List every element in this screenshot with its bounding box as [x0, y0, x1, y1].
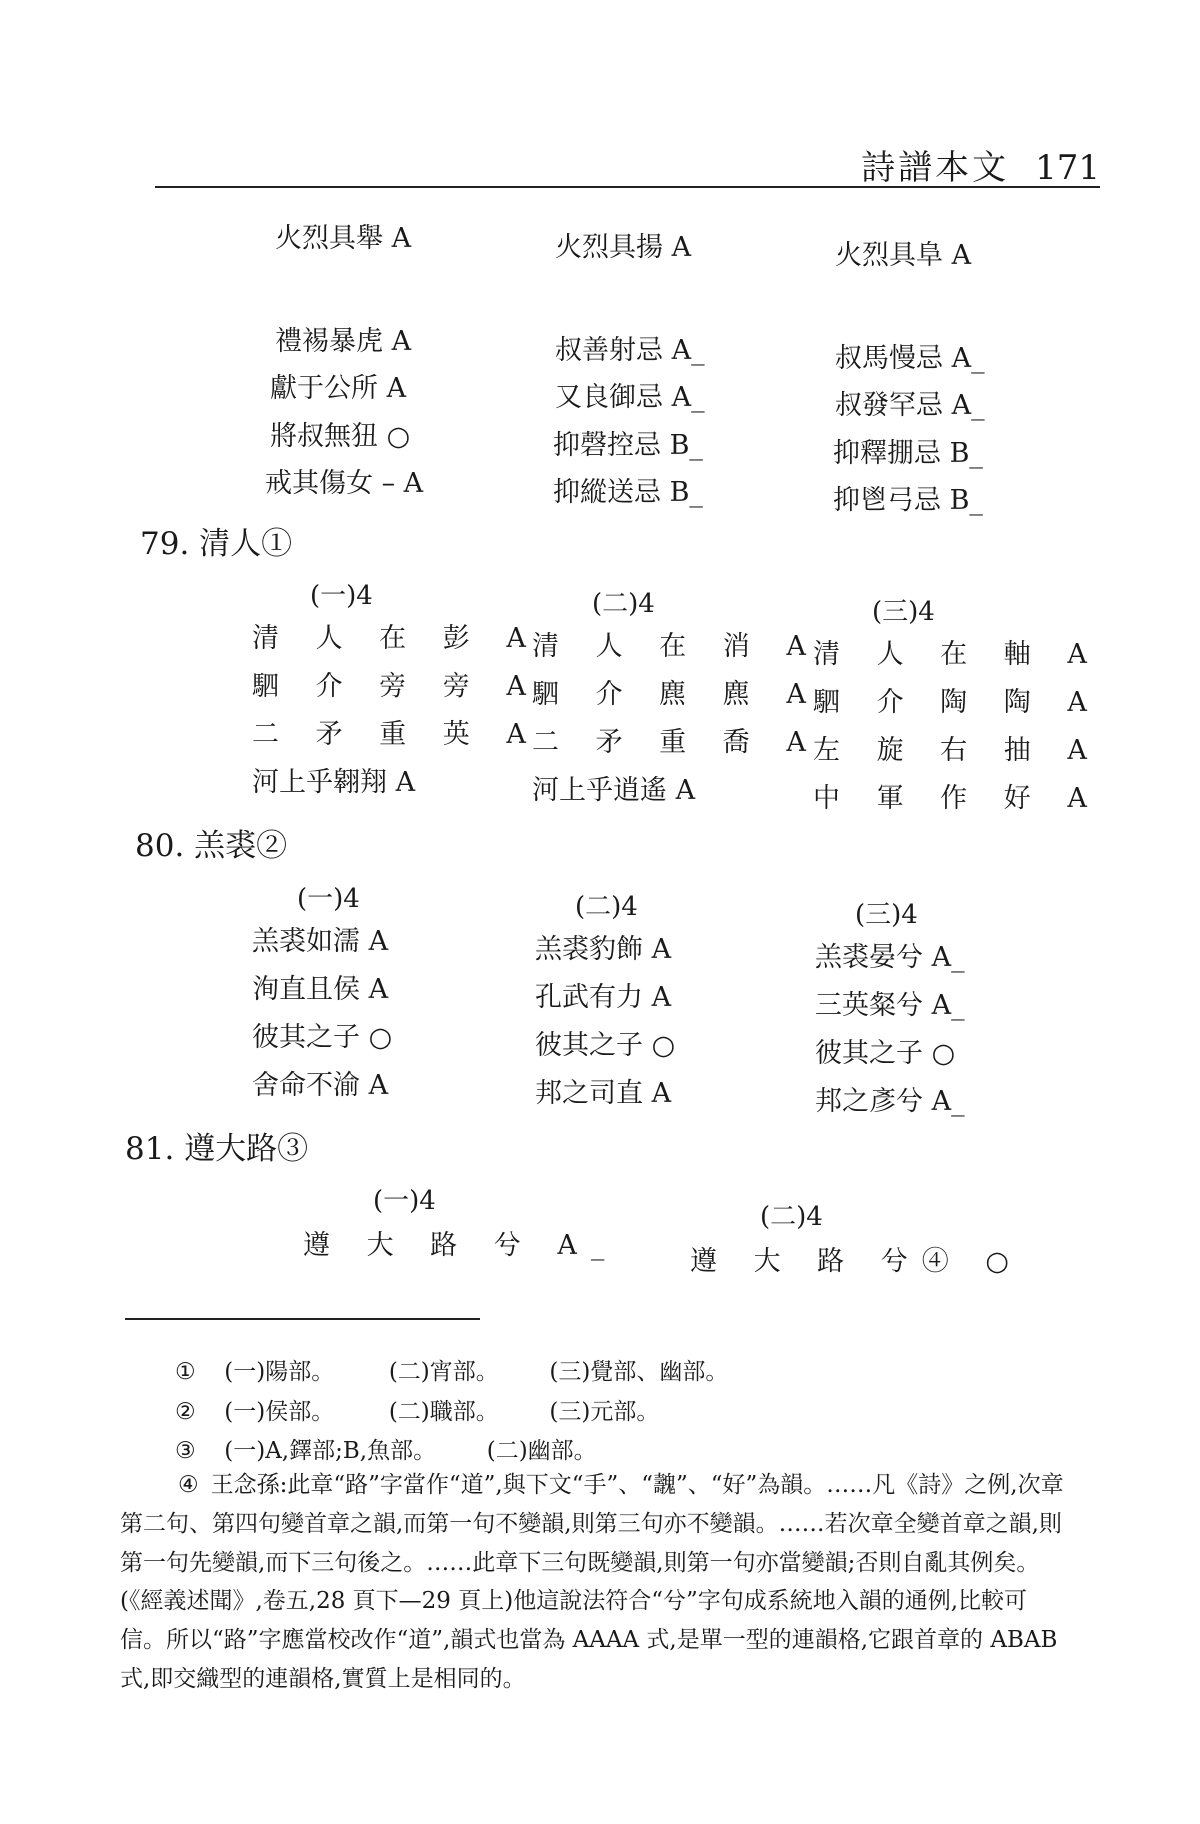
- footnote-3-a: (一)A,鐸部;B,魚部。: [224, 1438, 437, 1464]
- footnote-3-b: (二)幽部。: [486, 1438, 597, 1464]
- poem-79-s2-label: (二)4: [592, 589, 655, 619]
- top-c1-l2: 禮裼暴虎 A: [275, 326, 412, 357]
- top-c3-l1: 火烈具阜 A: [835, 240, 972, 271]
- footnote-3-num: ③: [175, 1438, 196, 1464]
- poem-80-s1-l2: 洵直且侯 A: [252, 974, 389, 1005]
- top-c2-l2: 叔善射忌 A_: [555, 335, 705, 366]
- poem-80-s1-l1: 羔裘如濡 A: [252, 926, 389, 957]
- poem-80-s2-l2: 孔武有力 A: [535, 982, 672, 1013]
- poem-79-s2-l3: 二 矛 重 喬 A: [532, 727, 820, 758]
- running-header: [861, 140, 1100, 189]
- poem-81-s2-l1: 遵 大 路 兮④ ○: [690, 1246, 1023, 1277]
- poem-79-s2-l1: 清 人 在 消 A: [532, 631, 820, 662]
- page-number: 171: [1035, 148, 1100, 188]
- footnote-1-b: (二)宵部。: [388, 1359, 499, 1385]
- footnote-4: [120, 1466, 1070, 1699]
- footnote-4-num: ④: [178, 1472, 199, 1498]
- top-c3-l5: 抑鬯弓忌 B_: [833, 485, 983, 516]
- poem-80-s2-l4: 邦之司直 A: [535, 1078, 672, 1109]
- poem-79-s3-l1: 清 人 在 軸 A: [813, 639, 1101, 670]
- footnote-1: [175, 1353, 728, 1386]
- top-c1-l5: 戒其傷女 – A: [265, 468, 424, 499]
- top-c3-l2: 叔馬慢忌 A_: [835, 343, 985, 374]
- top-c2-l3: 又良御忌 A_: [555, 382, 705, 413]
- footnote-1-c: (三)覺部、幽部。: [549, 1359, 729, 1385]
- footnote-3: [175, 1432, 597, 1465]
- poem-80-s2-l1: 羔裘豹飾 A: [535, 934, 672, 965]
- poem-79-s1-l4: 河上乎翱翔 A: [252, 767, 416, 798]
- poem-80-s3-l3: 彼其之子 ○: [815, 1038, 956, 1069]
- top-c1-l4: 將叔無狃 ○: [270, 421, 411, 452]
- footnote-rule: [125, 1318, 480, 1320]
- footnote-1-a: (一)陽部。: [224, 1359, 335, 1385]
- top-c3-l3: 叔發罕忌 A_: [835, 390, 985, 421]
- footnote-4-text: 王念孫:此章“路”字當作“道”,與下文“手”、“魗”、“好”為韻。……凡《詩》之例,次章第二句、第四句變首章之韻,而第一句不變韻,則第三句亦不變韻。……若次章全變首章之韻,則第一句先變韻,而下三句後之。……此章下三句既變韻,則第一句亦當變韻;否則自亂其例矣。(《經義述聞》,卷五,28 頁下—29 頁上)他這說法符合“兮”字句成系統地入韻的通例,比較可信。所以“路”字應當校改作“道”,韻式也當為 AAAA 式,是單一型的連韻格,它跟首章的 ABAB 式,即交織型的連韻格,實質上是相同的。: [120, 1472, 1064, 1692]
- poem-80-s1-l4: 舍命不渝 A: [252, 1070, 389, 1101]
- poem-80-s3-label: (三)4: [855, 900, 918, 930]
- poem-79-s3-l2: 駟 介 陶 陶 A: [813, 687, 1101, 718]
- footnote-2-c: (三)元部。: [549, 1399, 660, 1425]
- top-c2-l5: 抑縱送忌 B_: [553, 477, 703, 508]
- footnote-1-num: ①: [175, 1359, 196, 1385]
- poem-80-s2-label: (二)4: [575, 892, 638, 922]
- poem-79-s1-label: (一)4: [310, 581, 373, 611]
- running-title: 詩譜本文: [861, 148, 1010, 188]
- poem-80-s1-l3: 彼其之子 ○: [252, 1022, 393, 1053]
- footnote-2-a: (一)侯部。: [224, 1399, 335, 1425]
- top-c2-l4: 抑磬控忌 B_: [553, 430, 703, 461]
- footnote-2-num: ②: [175, 1399, 196, 1425]
- poem-79-s1-l1: 清 人 在 彭 A: [252, 623, 540, 654]
- poem-80-s2-l3: 彼其之子 ○: [535, 1030, 676, 1061]
- poem-81-title: 81. 遵大路③: [125, 1131, 309, 1167]
- poem-79-title: 79. 清人①: [140, 526, 293, 562]
- header-rule: [155, 186, 1100, 188]
- poem-79-s2-l2: 駟 介 麃 麃 A: [532, 679, 820, 710]
- poem-80-s3-l1: 羔裘晏兮 A_: [815, 942, 965, 973]
- footnote-2: [175, 1393, 659, 1426]
- poem-79-s2-l4: 河上乎逍遙 A: [532, 775, 696, 806]
- poem-80-s3-l2: 三英粲兮 A_: [815, 990, 965, 1021]
- poem-80-s1-label: (一)4: [297, 884, 360, 914]
- poem-79-s1-l2: 駟 介 旁 旁 A: [252, 671, 540, 702]
- top-c1-l3: 獻于公所 A: [270, 373, 407, 404]
- poem-79-s1-l3: 二 矛 重 英 A: [252, 719, 540, 750]
- top-c3-l4: 抑釋掤忌 B_: [833, 438, 983, 469]
- poem-80-title: 80. 羔裘②: [135, 828, 288, 864]
- poem-81-s1-l1: 遵 大 路 兮 A_: [303, 1230, 619, 1261]
- poem-81-s1-label: (一)4: [373, 1186, 436, 1216]
- poem-79-s3-l3: 左 旋 右 抽 A: [813, 735, 1101, 766]
- poem-81-s2-label: (二)4: [760, 1202, 823, 1232]
- poem-79-s3-l4: 中 軍 作 好 A: [813, 783, 1101, 814]
- top-c2-l1: 火烈具揚 A: [555, 232, 692, 263]
- poem-80-s3-l4: 邦之彥兮 A_: [815, 1086, 965, 1117]
- footnote-2-b: (二)職部。: [388, 1399, 499, 1425]
- top-c1-l1: 火烈具舉 A: [275, 223, 412, 254]
- poem-79-s3-label: (三)4: [872, 597, 935, 627]
